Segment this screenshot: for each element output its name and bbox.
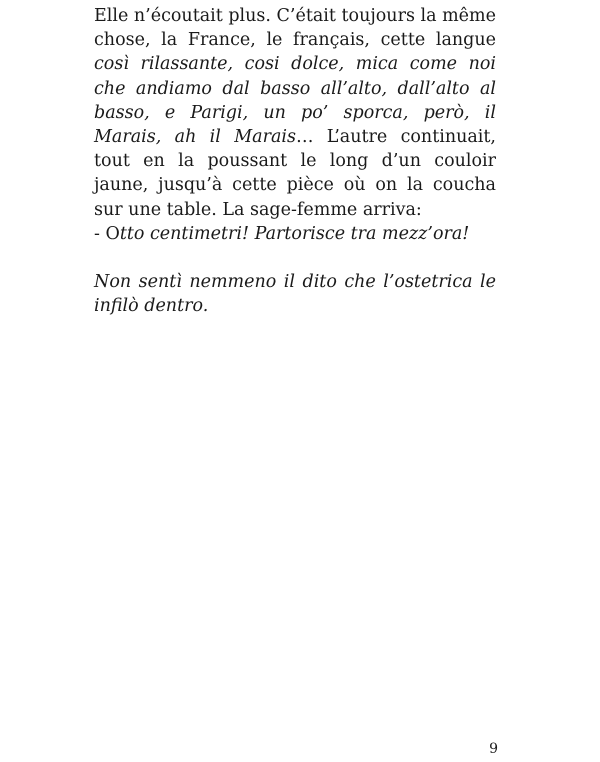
paragraph-1	[94, 4, 496, 222]
dialogue-line	[94, 222, 496, 246]
page-number: 9	[489, 741, 498, 757]
paragraph-1-french-text: Elle n’écoutait plus. C’était toujours la même chose, la France, le français, cette langue	[94, 6, 496, 51]
paragraph-2: Non sentì nemmeno il dito che l’ostetrica le infilò dentro.	[94, 272, 496, 317]
dialogue-italic-text: tto centimetri! Partorisce tra mezz’ora!	[119, 223, 470, 244]
dialogue-dash: - O	[94, 223, 120, 244]
paragraph-1-italian-text: così rilassante, cosi dolce, mica come noi che andiamo dal basso all’alto, dall’alto al basso, e Parigi, un po’ sporca, però, il Marais, ah il Marais	[94, 54, 496, 148]
paragraph-1-french-continuation: … L’autre continuait, tout en la poussant le long d’un couloir jaune, jusqu’à cette pièce où on la coucha sur une table. La sage-femme arriva:	[94, 127, 496, 220]
paragraph-gap	[94, 246, 496, 270]
body-text	[94, 4, 496, 318]
